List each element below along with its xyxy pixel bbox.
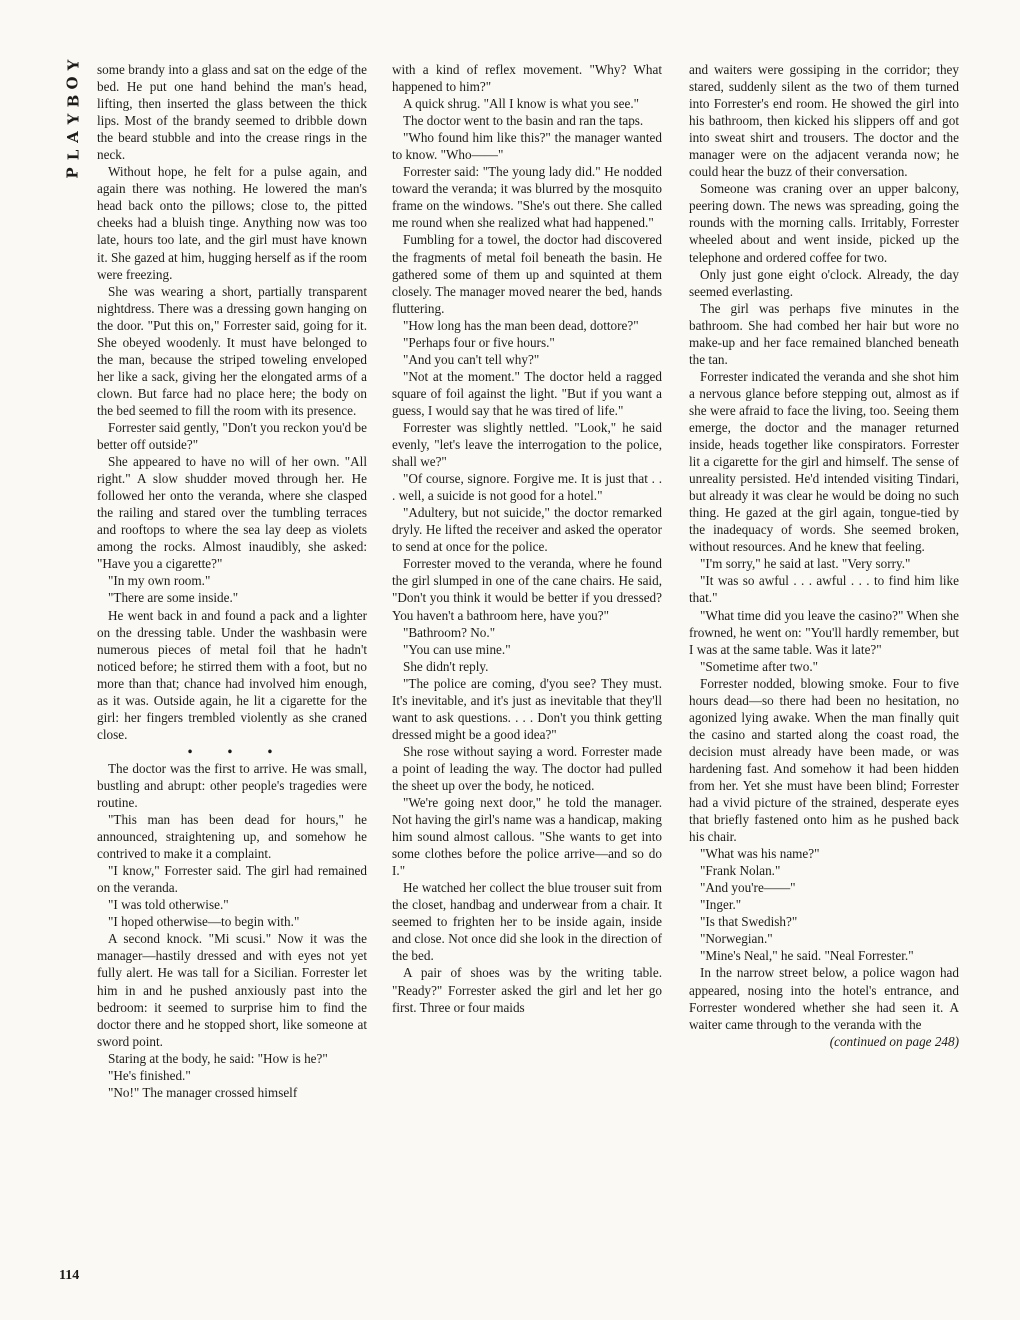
paragraph: She appeared to have no will of her own. "All right." A slow shudder moved through her. He followed her onto the veranda, where she clasped the railing and stared over the tumbling terraces and rooftops to where the sea lay deep as violets among the rocks. Almost inaudibly, she asked: "Have you a cigarette?" bbox=[97, 454, 367, 572]
masthead-letter: A bbox=[63, 131, 82, 143]
paragraph: "He's finished." bbox=[108, 1067, 191, 1083]
paragraph: The girl was perhaps five minutes in the bathroom. She had combed her hair but wore no make-up and her face remained blanched beneath the tan. bbox=[689, 300, 959, 367]
masthead-letter: L bbox=[63, 149, 82, 161]
paragraph: Forrester indicated the veranda and she shot him a nervous glance before stepping out, almost as if she were afraid to face the living, too. Seeing them emerge, the doctor and the manager returned inside, heads together like conspirators. Forrester lit a cigarette for the girl and himself. The sense of unreality persisted. He'd intended visiting Tindari, but already it was clear he would be doing no such thing. He gazed at the girl again, tongue-tied by the inadequacy of words. She seemed broken, without resources. And he knew that feeling. bbox=[689, 368, 959, 555]
text-column-2 bbox=[392, 61, 662, 1016]
paragraph: "It was so awful . . . awful . . . to find him like that." bbox=[689, 573, 959, 606]
paragraph: "In my own room." bbox=[108, 573, 211, 589]
paragraph: "Sometime after two." bbox=[700, 658, 819, 674]
masthead-letter: Y bbox=[64, 113, 82, 125]
paragraph: "Not at the moment." The doctor held a ragged square of foil against the light. "But if you want a guess, I would say that he was tired of life." bbox=[392, 368, 662, 418]
paragraph: "I'm sorry," he said at last. "Very sorry." bbox=[700, 556, 911, 572]
masthead-letter: Y bbox=[64, 59, 82, 71]
paragraph: She was wearing a short, partially transparent nightdress. There was a dressing gown hanging on the door. "Put this on," Forrester said, going for it. She obeyed woodenly. It must have belonged to the man, because the striped toweling enveloped her like a sack, giving her the elongated arms of a clown. But farce had no place here; the body on the bed seemed to fill the room with its presence. bbox=[97, 283, 367, 418]
paragraph: with a kind of reflex movement. "Why? What happened to him?" bbox=[392, 62, 662, 95]
paragraph: Forrester moved to the veranda, where he found the girl slumped in one of the cane chairs. He said, "Don't you think it would be better if you dressed? You haven't a bathroom here, have you?" bbox=[392, 556, 662, 623]
paragraph: "Perhaps four or five hours." bbox=[403, 334, 555, 350]
text-column-3 bbox=[689, 61, 959, 1050]
paragraph: A quick shrug. "All I know is what you see." bbox=[403, 96, 640, 112]
paragraph: The doctor was the first to arrive. He was small, bustling and abrupt: other people's tragedies were routine. bbox=[97, 760, 367, 811]
page-number: 114 bbox=[59, 1268, 80, 1283]
paragraph: "And you're——" bbox=[700, 880, 796, 896]
paragraph: "Adultery, but not suicide," the doctor remarked dryly. He lifted the receiver and asked the operator to send at once for the police. bbox=[392, 505, 662, 555]
paragraph: (continued on page 248) bbox=[829, 1033, 959, 1049]
paragraph: "You can use mine." bbox=[403, 641, 511, 657]
paragraph: A second knock. "Mi scusi." Now it was the manager—hastily dressed and with eyes not yet fully alert. He was tall for a Sicilian. Forrester let him in and he pushed anxiously past into the bedroom: it seemed to surprise him to find the doctor there and he stopped short, like someone at sword point. bbox=[97, 931, 367, 1049]
paragraph: "I hoped otherwise—to begin with." bbox=[108, 914, 300, 930]
paragraph: "I was told otherwise." bbox=[108, 897, 229, 913]
paragraph: "We're going next door," he told the manager. Not having the girl's name was a handicap, making him sound almost callous. "She wants to get into some clothes before the police arrive—and so do I." bbox=[392, 795, 662, 879]
paragraph: Fumbling for a towel, the doctor had discovered the fragments of metal foil beneath the basin. He gathered some of them up and squinted at them closely. The manager moved nearer the bed, hands fluttering. bbox=[392, 232, 662, 316]
paragraph: "How long has the man been dead, dottore?" bbox=[403, 317, 639, 333]
paragraph: Only just gone eight o'clock. Already, the day seemed everlasting. bbox=[689, 266, 959, 299]
paragraph: • • • bbox=[187, 743, 289, 759]
magazine-masthead bbox=[58, 56, 88, 182]
paragraph: A pair of shoes was by the writing table. "Ready?" Forrester asked the girl and let her go first. Three or four maids bbox=[392, 965, 662, 1015]
paragraph: Forrester said: "The young lady did." He nodded toward the veranda; it was blurred by the mosquito frame on the windows. "She's out there. She called me round when she realized what had happened." bbox=[392, 164, 662, 231]
paragraph: Someone was craning over an upper balcony, peering down. The news was spreading, going the rounds with the morning calls. Irritably, Forrester wheeled about and went inside, picked up the telephone and ordered coffee for two. bbox=[689, 181, 959, 265]
paragraph: Staring at the body, he said: "How is he?" bbox=[108, 1050, 328, 1066]
paragraph: "Frank Nolan." bbox=[700, 863, 781, 879]
paragraph: "And you can't tell why?" bbox=[403, 351, 540, 367]
paragraph: some brandy into a glass and sat on the edge of the bed. He put one hand behind the man's head, lifting, then inserted the glass between the thick lips. Most of the brandy seemed to dribble down the beard stubble and into the crease rings in the neck. bbox=[97, 62, 367, 163]
paragraph: "Is that Swedish?" bbox=[700, 914, 798, 930]
masthead-letter: B bbox=[64, 94, 82, 108]
paragraph: In the narrow street below, a police wagon had appeared, nosing into the hotel's entrance, and Forrester wondered whether she had seen it. A waiter came through to the veranda with the bbox=[689, 965, 959, 1032]
paragraph: She didn't reply. bbox=[403, 658, 489, 674]
paragraph: "No!" The manager crossed himself bbox=[108, 1084, 298, 1100]
masthead-letter: O bbox=[63, 76, 82, 90]
paragraph: Forrester said gently, "Don't you reckon you'd be better off outside?" bbox=[97, 419, 367, 453]
paragraph: "The police are coming, d'you see? They must. It's inevitable, and it's just as inevitable that they'll want to ask questions. . . . Don't you think getting dressed might be a good idea?" bbox=[392, 675, 662, 742]
paragraph: and waiters were gossiping in the corridor; they stared, suddenly silent as the two of them turned into Forrester's end room. He showed the girl into his bathroom, then kicked his slippers off and got into sweat shirt and trousers. The doctor and the manager were on the adjacent veranda now; he could hear the buzz of their conversation. bbox=[689, 62, 959, 180]
paragraph: "Bathroom? No." bbox=[403, 624, 496, 640]
paragraph: Forrester nodded, blowing smoke. Four to five hours dead—so there had been no hesitation, no agonized lying awake. When the man finally quit the casino and started along the coast road, the decision must already have been made, or was hardening fast. And somehow it had been hidden from her. Yet she must have been blind; Forrester had a vivid picture of the strained, desperate eyes that briefly fastened onto him as he pushed back his chair. bbox=[689, 675, 959, 845]
paragraph: "Of course, signore. Forgive me. It is just that . . . well, a suicide is not good for a hotel." bbox=[392, 471, 662, 504]
masthead-letter: P bbox=[64, 167, 82, 179]
paragraph: She rose without saying a word. Forrester made a point of leading the way. The doctor had pulled the sheet up over the body, he noticed. bbox=[392, 743, 662, 793]
paragraph: Forrester was slightly nettled. "Look," he said evenly, "let's leave the interrogation to the police, shall we?" bbox=[392, 419, 662, 470]
paragraph: The doctor went to the basin and ran the taps. bbox=[403, 113, 644, 129]
paragraph: "Norwegian." bbox=[700, 931, 773, 947]
paragraph: "Who found him like this?" the manager wanted to know. "Who——" bbox=[392, 130, 662, 163]
paragraph: He went back in and found a pack and a lighter on the dressing table. Under the washbasin were numerous pieces of metal foil that he hadn't noticed before; he stirred them with a foot, but no more than that; chance had involved him enough, as it was. Outside again, he lit a cigarette for the girl: her fingers trembled violently as she craned close. bbox=[97, 607, 367, 742]
paragraph: "What was his name?" bbox=[700, 846, 820, 862]
text-column-1 bbox=[97, 61, 367, 1101]
paragraph: "Inger." bbox=[700, 897, 742, 913]
paragraph: He watched her collect the blue trouser suit from the closet, handbag and underwear from a chair. It seemed to frighten her to be inside again, inside and close. Not once did she look in the direction of the bed. bbox=[392, 880, 662, 964]
paragraph: Without hope, he felt for a pulse again, and again there was nothing. He lowered the man's head back onto the pillows; close to, the pitted cheeks had a bluish tinge. Anything now was too late, hours too late, and the girl must have known it. She gazed at him, hugging herself as if the room were freezing. bbox=[97, 164, 367, 282]
paragraph: "I know," Forrester said. The girl had remained on the veranda. bbox=[97, 863, 367, 896]
paragraph: "There are some inside." bbox=[108, 590, 239, 606]
paragraph: "Mine's Neal," he said. "Neal Forrester." bbox=[700, 948, 914, 964]
paragraph: "This man has been dead for hours," he announced, straightening up, and somehow he contrived to make it a complaint. bbox=[97, 812, 367, 862]
paragraph: "What time did you leave the casino?" When she frowned, he went on: "You'll hardly remember, but I was at the same table. Was it late?" bbox=[689, 607, 959, 657]
